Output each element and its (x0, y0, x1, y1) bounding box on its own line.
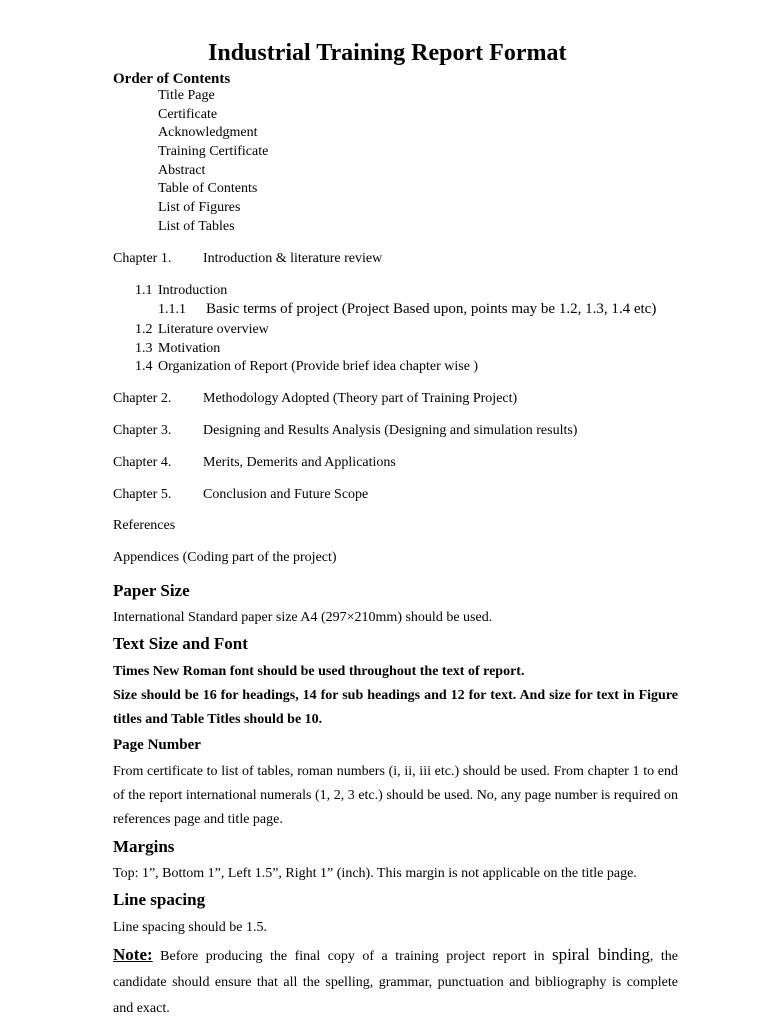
note-emphasis: spiral binding (551, 945, 650, 964)
note-label: Note: (113, 945, 153, 964)
chapter-3-label: Chapter 3. (113, 423, 172, 438)
note-paragraph (113, 942, 678, 1022)
toc-item: Table of Contents (158, 181, 258, 196)
line-spacing-heading: Line spacing (113, 890, 206, 909)
section-title: Motivation (158, 341, 221, 356)
section-title: Introduction (158, 283, 228, 298)
toc-item: Acknowledgment (158, 125, 258, 140)
section-title: Organization of Report (Provide brief idea chapter wise ) (158, 359, 479, 374)
font-rule-text: Times New Roman font should be used throughout the text of report. (113, 664, 525, 679)
document-title: Industrial Training Report Format (208, 40, 567, 66)
margins-heading: Margins (113, 837, 175, 856)
size-rule-text: Size should be 16 for headings, 14 for sub headings and 12 for text. And size for text in Figure titles and Table Titles should be 10. (113, 688, 678, 727)
order-heading: Order of Contents (113, 71, 231, 87)
appendices-entry: Appendices (Coding part of the project) (113, 550, 337, 565)
chapter-1-title: Introduction & literature review (203, 251, 383, 266)
note-text-after: , the candidate should ensure that all the spelling, grammar, punctuation and bibliography is complete and exact. (113, 949, 678, 1016)
chapter-4-title: Merits, Demerits and Applications (203, 455, 396, 470)
chapter-5-title: Conclusion and Future Scope (203, 487, 369, 502)
note-text-before: Before producing the final copy of a training project report in (152, 949, 552, 964)
toc-item: Training Certificate (158, 144, 269, 159)
chapter-2-title: Methodology Adopted (Theory part of Training Project) (203, 391, 518, 406)
section-number: 1.1 (135, 283, 153, 298)
margins-text: Top: 1”, Bottom 1”, Left 1.5”, Right 1” (inch). This margin is not applicable on the title page. (113, 866, 637, 881)
toc-item: Certificate (158, 107, 218, 122)
paper-size-text: International Standard paper size A4 (297×210mm) should be used. (113, 610, 493, 625)
chapter-5-label: Chapter 5. (113, 487, 172, 502)
section-number: 1.4 (135, 359, 153, 374)
chapter-1-label: Chapter 1. (113, 251, 172, 266)
subsection-title: Basic terms of project (Project Based upon, points may be 1.2, 1.3, 1.4 etc) (206, 301, 657, 317)
section-number: 1.3 (135, 341, 153, 356)
chapter-2-label: Chapter 2. (113, 391, 172, 406)
paper-size-heading: Paper Size (113, 581, 190, 600)
toc-item: List of Figures (158, 200, 241, 215)
section-number: 1.2 (135, 322, 153, 337)
text-size-heading: Text Size and Font (113, 634, 248, 653)
references-entry: References (113, 518, 176, 533)
page-number-text: From certificate to list of tables, roman numbers (i, ii, iii etc.) should be used. From chapter 1 to end of the report international numerals (1, 2, 3 etc.) should be used. No, any page number is required on references page and title page. (113, 764, 678, 827)
toc-item: Abstract (158, 163, 206, 178)
toc-item: List of Tables (158, 219, 235, 234)
subsection-number: 1.1.1 (158, 302, 186, 317)
section-title: Literature overview (158, 322, 269, 337)
line-spacing-text: Line spacing should be 1.5. (113, 920, 267, 935)
chapter-4-label: Chapter 4. (113, 455, 172, 470)
chapter-3-title: Designing and Results Analysis (Designing and simulation results) (203, 423, 578, 438)
toc-item: Title Page (158, 88, 215, 103)
page-number-heading: Page Number (113, 737, 201, 753)
